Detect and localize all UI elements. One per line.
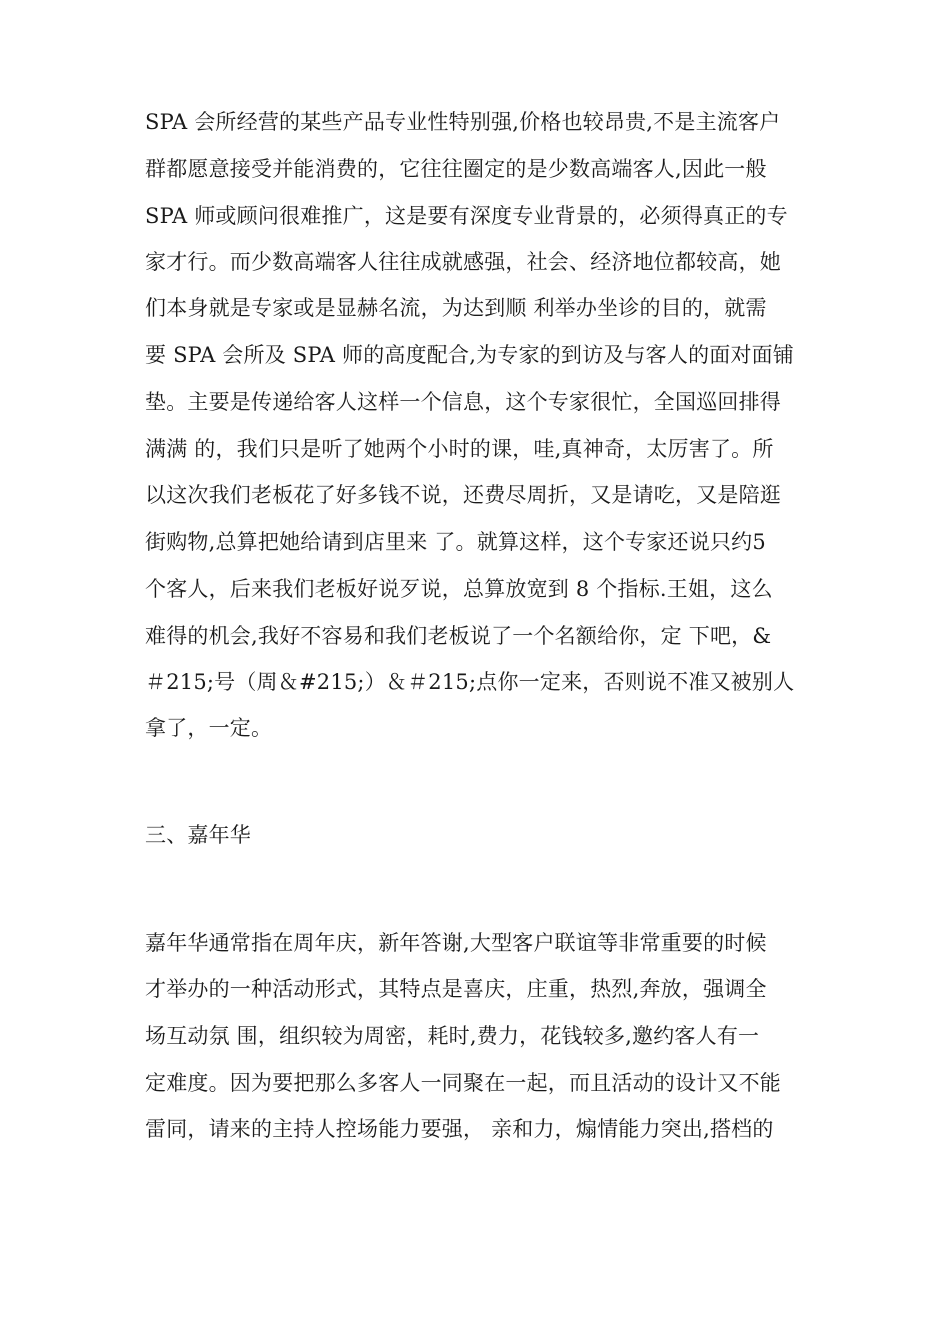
paragraph-line: 个客人，后来我们老板好说歹说，总算放宽到 8 个指标.王姐，这么: [145, 577, 773, 601]
paragraph-line: 街购物,总算把她给请到店里来 了。就算这样，这个专家还说只约5: [145, 530, 766, 554]
paragraph-line: 以这次我们老板花了好多钱不说，还费尽周折，又是请吃，又是陪逛: [145, 483, 781, 507]
paragraph-line: 难得的机会,我好不容易和我们老板说了一个名额给你，定 下吧，&: [145, 624, 772, 648]
paragraph-line: SPA 会所经营的某些产品专业性特别强,价格也较昂贵,不是主流客户: [145, 110, 781, 134]
paragraph-line: 满满 的，我们只是听了她两个小时的课，哇,真神奇，太厉害了。所: [145, 437, 774, 461]
paragraph-line: 拿了，一定。: [145, 716, 273, 740]
paragraph-line: 垫。主要是传递给客人这样一个信息，这个专家很忙，全国巡回排得: [145, 390, 781, 414]
paragraph-line: ＃215;号（周＆#215;）＆＃215;点你一定来，否则说不准又被别人: [145, 670, 795, 694]
paragraph-line: 嘉年华通常指在周年庆，新年答谢,大型客户联谊等非常重要的时候: [145, 931, 767, 955]
paragraph-line: 才举办的一种活动形式，其特点是喜庆，庄重，热烈,奔放，强调全: [145, 977, 767, 1001]
paragraph-line: 要 SPA 会所及 SPA 师的高度配合,为专家的到访及与客人的面对面铺: [145, 343, 795, 367]
paragraph-line: 定难度。因为要把那么多客人一同聚在一起，而且活动的设计又不能: [145, 1071, 781, 1095]
paragraph-line: 雷同，请来的主持人控场能力要强， 亲和力，煽情能力突出,搭档的: [145, 1117, 774, 1141]
paragraph-line: SPA 师或顾问很难推广，这是要有深度专业背景的，必须得真正的专: [145, 204, 788, 228]
paragraph-line: 家才行。而少数高端客人往往成就感强，社会、经济地位都较高，她: [145, 250, 781, 274]
paragraph-line: 们本身就是专家或是显赫名流，为达到顺 利举办坐诊的目的，就需: [145, 296, 767, 320]
section-heading: 三、嘉年华: [145, 823, 251, 847]
paragraph-line: 场互动氛 围，组织较为周密，耗时,费力，花钱较多,邀约客人有一: [145, 1024, 760, 1048]
paragraph-line: 群都愿意接受并能消费的，它往往圈定的是少数高端客人,因此一般: [145, 157, 767, 181]
